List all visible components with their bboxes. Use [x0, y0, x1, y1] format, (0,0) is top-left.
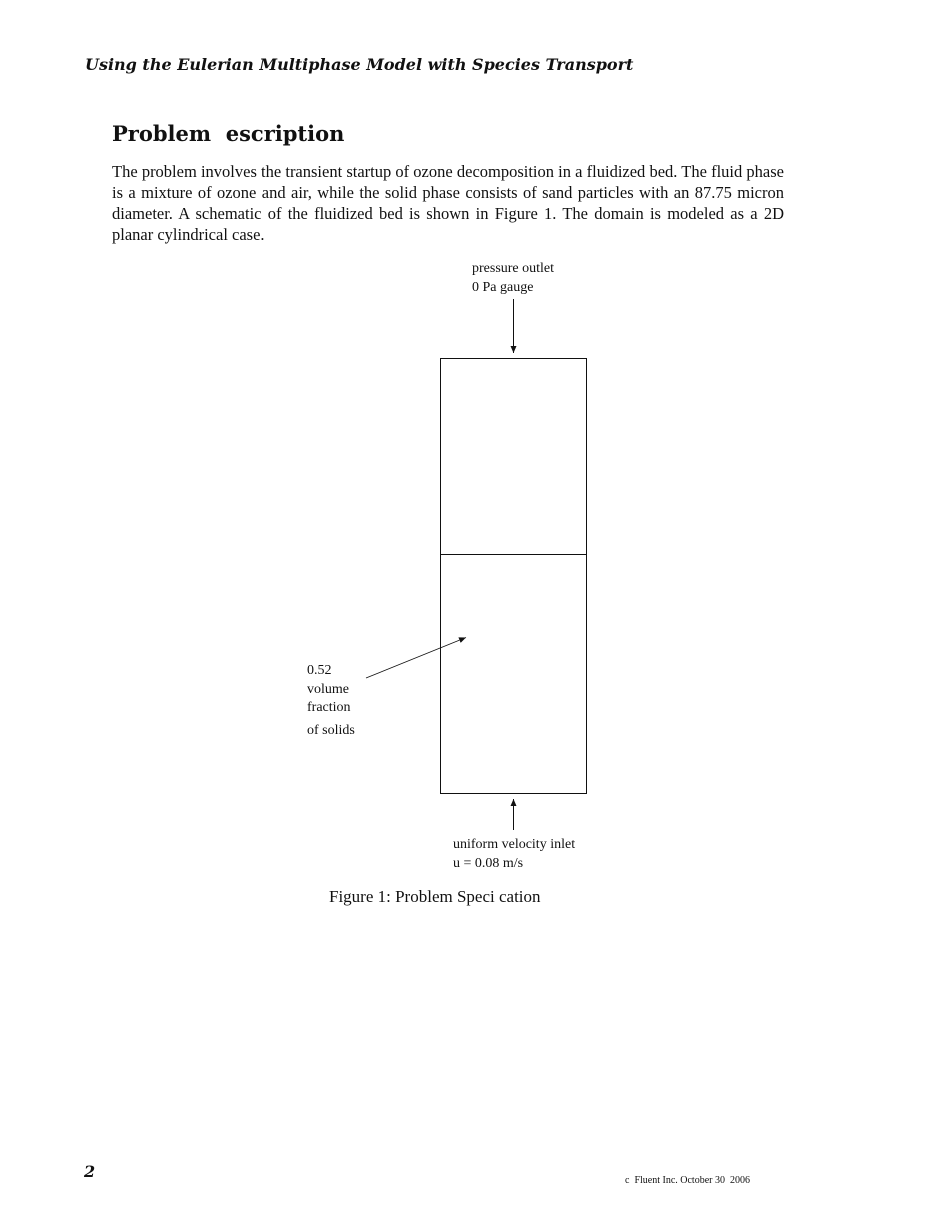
solids-label-line4: of solids [307, 722, 355, 738]
outlet-label-line1: pressure outlet [472, 261, 555, 276]
solids-label-line1: 0.52 [307, 663, 332, 678]
inlet-label-line2: u = 0.08 m/s [453, 855, 524, 871]
inlet-label-line1: uniform velocity inlet [453, 837, 576, 852]
bed-domain [441, 359, 587, 794]
body-paragraph: The problem involves the transient startup of ozone decomposition in a fluidized bed. The fluid phase is a mixture of ozone and air, while the solid phase consists of sand particles with an 87.75 micron diameter. A schematic of the fluidized bed is shown in Figure 1. The domain is modeled as a 2D planar cylindrical case. [112, 162, 784, 244]
solids-label-line3: fraction [307, 700, 351, 715]
copyright-footer: c Fluent Inc. October 30 2006 [625, 1175, 750, 1186]
page-number: 2 [84, 1162, 96, 1181]
inlet-label [453, 836, 575, 873]
solids-label [307, 662, 355, 740]
running-header: Using the Eulerian Multiphase Model with Species Transport [85, 55, 634, 74]
section-title: Problem escription [112, 121, 345, 146]
solids-arrow [366, 638, 466, 679]
outlet-label [472, 260, 554, 297]
figure-caption: Figure 1: Problem Speci cation [329, 887, 541, 906]
solids-label-line2: volume [307, 681, 349, 697]
outlet-label-line2: 0 Pa gauge [472, 279, 534, 295]
